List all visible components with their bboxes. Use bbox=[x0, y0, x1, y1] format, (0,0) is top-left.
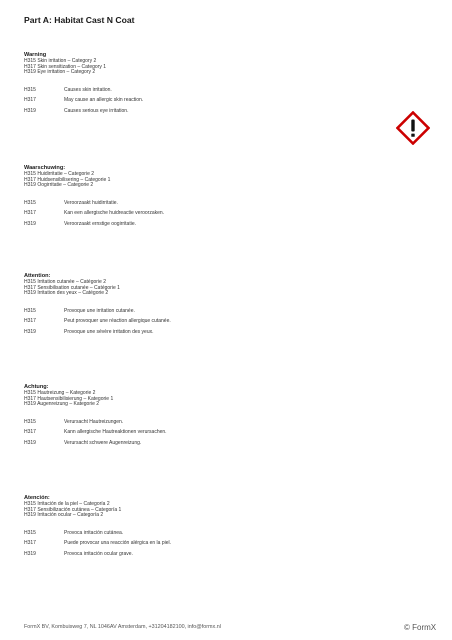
statement-code: H315 bbox=[24, 86, 36, 93]
section-french bbox=[24, 273, 354, 337]
hazard-statement bbox=[24, 208, 354, 219]
hazard-statement bbox=[24, 306, 354, 317]
section-heading: Waarschuwing: bbox=[24, 165, 66, 171]
hazard-statements bbox=[24, 85, 354, 117]
statement-code: H317 bbox=[24, 540, 36, 547]
hazard-category: H315 Hautreizung – Kategorie 2 bbox=[24, 390, 96, 396]
statement-text: Puede provocar una reacción alérgica en la piel. bbox=[64, 540, 172, 547]
section-heading: Atención: bbox=[24, 495, 50, 501]
section-heading: Achtung: bbox=[24, 384, 49, 390]
statement-code: H315 bbox=[24, 307, 36, 314]
statement-code: H319 bbox=[24, 439, 36, 446]
hazard-statement bbox=[24, 95, 354, 106]
hazard-statement bbox=[24, 538, 354, 549]
statement-code: H319 bbox=[24, 220, 36, 227]
statement-code: H315 bbox=[24, 418, 36, 425]
ghs07-exclamation-mark-icon bbox=[396, 111, 430, 145]
hazard-category: H317 Hautsensibilisierung – Kategorie 1 bbox=[24, 395, 114, 402]
statement-text: Kan een allergische huidreactie veroorzaken. bbox=[64, 210, 165, 217]
statement-text: Veroorzaakt ernstige oogirritatie. bbox=[64, 220, 136, 227]
footer-contact: FormX BV, Kombuisweg 7, NL 1046AV Amsterdam, +31204182100, info@formx.nl bbox=[24, 624, 221, 630]
hazard-category: H317 Skin sensitization – Category 1 bbox=[24, 63, 106, 70]
copyright-notice: © FormX bbox=[404, 623, 437, 632]
statement-text: Provoca irritación cutánea. bbox=[64, 529, 124, 536]
statement-text: Verursacht schwere Augenreizung. bbox=[64, 439, 142, 446]
hazard-statement bbox=[24, 417, 354, 428]
hazard-category: H319 Irritation des yeux – Catégorie 2 bbox=[24, 290, 109, 297]
statement-code: H317 bbox=[24, 429, 36, 436]
statement-text: Provoque une sévère irritation des yeux. bbox=[64, 328, 154, 335]
section-german bbox=[24, 384, 354, 448]
hazard-statement bbox=[24, 438, 354, 449]
hazard-category: H315 Irritación de la piel – Categoría 2 bbox=[24, 501, 110, 507]
hazard-category: H315 Huidirritatie – Categorie 2 bbox=[24, 171, 95, 177]
section-dutch bbox=[24, 165, 354, 229]
hazard-statement bbox=[24, 106, 354, 117]
statement-text: Verursacht Hautreizungen. bbox=[64, 418, 124, 425]
statement-code: H317 bbox=[24, 318, 36, 325]
statement-text: Peut provoquer une réaction allergique cutanée. bbox=[64, 318, 171, 325]
hazard-category: H319 Augenreizung – Kategorie 2 bbox=[24, 401, 100, 408]
hazard-category: H315 Irritation cutanée – Catégorie 2 bbox=[24, 279, 106, 285]
hazard-statement bbox=[24, 219, 354, 230]
hazard-statements bbox=[24, 306, 354, 338]
section-heading: Attention: bbox=[24, 273, 51, 279]
hazard-category: H319 Irritación ocular – Categoría 2 bbox=[24, 512, 104, 519]
statement-text: Kann allergische Hautreaktionen verursachen. bbox=[64, 429, 167, 436]
statement-code: H317 bbox=[24, 97, 36, 104]
hazard-statement bbox=[24, 198, 354, 209]
statement-code: H317 bbox=[24, 210, 36, 217]
statement-code: H319 bbox=[24, 550, 36, 557]
section-spanish bbox=[24, 495, 354, 559]
statement-code: H319 bbox=[24, 107, 36, 114]
statement-text: Causes serious eye irritation. bbox=[64, 107, 129, 114]
hazard-category: H319 Oogirritatie – Categorie 2 bbox=[24, 182, 94, 189]
hazard-statement bbox=[24, 327, 354, 338]
hazard-statement bbox=[24, 316, 354, 327]
statement-code: H315 bbox=[24, 199, 36, 206]
hazard-statements bbox=[24, 198, 354, 230]
hazard-category: H315 Skin irritation – Category 2 bbox=[24, 58, 97, 64]
statement-text: Provoca irritación ocular grave. bbox=[64, 550, 133, 557]
hazard-category: H319 Eye irritation – Category 2 bbox=[24, 69, 96, 76]
hazard-category: H317 Huidsensibilisering – Categorie 1 bbox=[24, 176, 111, 183]
hazard-category: H317 Sensibilización cutánea – Categoría 1 bbox=[24, 506, 122, 513]
hazard-statements bbox=[24, 528, 354, 560]
section-heading: Warning bbox=[24, 52, 47, 58]
hazard-statement bbox=[24, 427, 354, 438]
statement-text: May cause an allergic skin reaction. bbox=[64, 97, 144, 104]
hazard-statement bbox=[24, 549, 354, 560]
statement-text: Veroorzaakt huidirritatie. bbox=[64, 199, 118, 206]
statement-text: Causes skin irritation. bbox=[64, 86, 112, 93]
hazard-category: H317 Sensibilisation cutanée – Catégorie 1 bbox=[24, 284, 120, 291]
hazard-statement bbox=[24, 85, 354, 96]
statement-text: Provoque une irritation cutanée. bbox=[64, 307, 135, 314]
section-english bbox=[24, 52, 354, 116]
page-title: Part A: Habitat Cast N Coat bbox=[24, 15, 135, 25]
hazard-statement bbox=[24, 528, 354, 539]
hazard-statements bbox=[24, 417, 354, 449]
statement-code: H319 bbox=[24, 328, 36, 335]
statement-code: H315 bbox=[24, 529, 36, 536]
